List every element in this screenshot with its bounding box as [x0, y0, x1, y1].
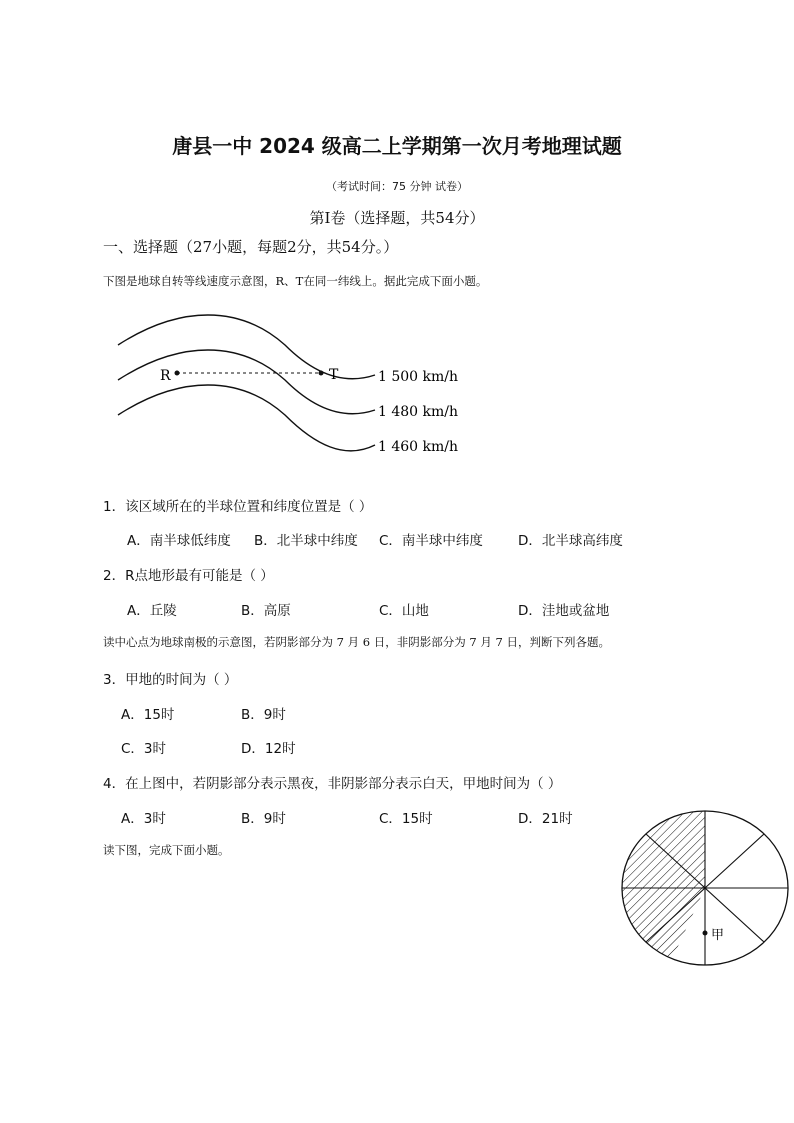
question-2-stem: 2．R点地形最有可能是（ ）	[103, 568, 274, 584]
question-1-option-b[interactable]: B．北半球中纬度	[254, 533, 358, 549]
isoline-label-1500: 1 500 km/h	[378, 369, 459, 385]
question-1-option-a[interactable]: A．南半球低纬度	[127, 533, 231, 549]
question-4-option-a[interactable]: A．3时	[121, 811, 166, 827]
point-r-dot	[175, 371, 180, 376]
question-2-option-b[interactable]: B．高原	[241, 603, 291, 619]
point-t-label: T	[329, 367, 339, 383]
point-jia-dot	[703, 931, 708, 936]
question-3-stem: 3．甲地的时间为（ ）	[103, 672, 238, 688]
question-2-option-d[interactable]: D．洼地或盆地	[518, 603, 610, 619]
isoline-label-1480: 1 480 km/h	[378, 404, 459, 420]
question-1-option-c[interactable]: C．南半球中纬度	[379, 533, 483, 549]
intro-text-2: 读中心点为地球南极的示意图，若阴影部分为 7 月 6 日，非阴影部分为 7 月 7 日，判断下列各题。	[103, 635, 611, 649]
question-2-option-c[interactable]: C．山地	[379, 603, 429, 619]
meridians	[622, 811, 788, 965]
question-3-option-d[interactable]: D．12时	[241, 741, 296, 757]
question-1-stem: 1．该区域所在的半球位置和纬度位置是（ ）	[103, 499, 373, 515]
rotation-velocity-figure	[100, 300, 500, 480]
intro-text-1: 下图是地球自转等线速度示意图，R、T在同一纬线上。据此完成下面小题。	[103, 274, 488, 288]
isoline-label-1460: 1 460 km/h	[378, 439, 459, 455]
question-4-option-b[interactable]: B．9时	[241, 811, 286, 827]
exam-info: （考试时间：75 分钟 试卷）	[326, 180, 468, 193]
question-4-option-c[interactable]: C．15时	[379, 811, 433, 827]
question-3-option-c[interactable]: C．3时	[121, 741, 167, 757]
intro-text-3: 读下图，完成下面小题。	[103, 843, 230, 857]
question-3-option-a[interactable]: A．15时	[121, 707, 175, 723]
question-4-stem: 4．在上图中，若阴影部分表示黑夜，非阴影部分表示白天，甲地时间为（ ）	[103, 776, 562, 792]
isoline-1460	[118, 385, 375, 451]
point-t-dot	[319, 371, 324, 376]
question-4-option-d[interactable]: D．21时	[518, 811, 573, 827]
point-r-label: R	[160, 368, 171, 384]
question-1-option-d[interactable]: D．北半球高纬度	[518, 533, 623, 549]
south-pole-diagram	[612, 808, 792, 973]
page-title: 唐县一中 2024 级高二上学期第一次月考地理试题	[172, 134, 622, 158]
section-heading: 一、选择题（27小题，每题2分，共54分。）	[103, 238, 399, 256]
part-heading: 第Ⅰ卷（选择题，共54分）	[309, 209, 485, 227]
question-3-option-b[interactable]: B．9时	[241, 707, 286, 723]
question-2-option-a[interactable]: A．丘陵	[127, 603, 177, 619]
point-jia-label: 甲	[711, 928, 725, 943]
